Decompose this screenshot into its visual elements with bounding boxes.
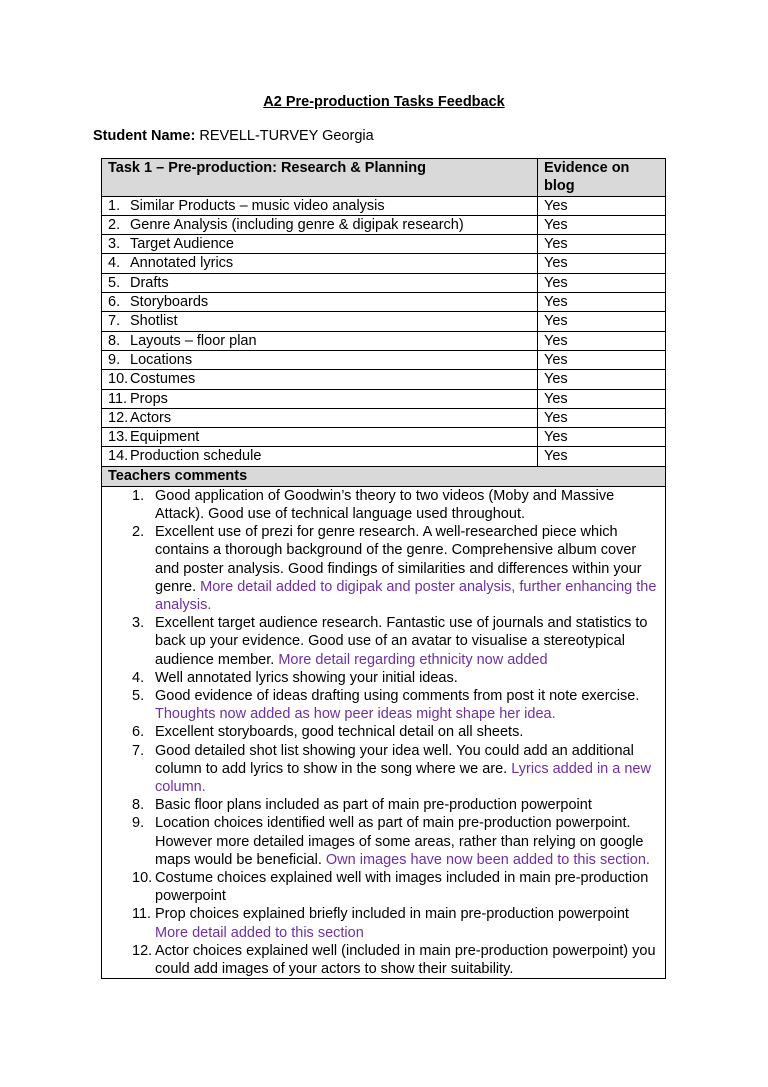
header-evidence-line-1: Evidence on <box>544 160 630 176</box>
comment-number: 10. <box>132 870 153 887</box>
header-evidence <box>538 159 666 197</box>
comment-number: 8. <box>132 797 145 814</box>
tasks-table <box>101 158 666 979</box>
table-row <box>102 273 666 292</box>
evidence-cell: Yes <box>538 293 666 312</box>
task-cell <box>102 370 538 389</box>
comment-number: 12. <box>132 942 153 959</box>
task-cell <box>102 273 538 292</box>
evidence-cell: Yes <box>538 447 666 466</box>
comment-added-text: More detail added to this section <box>155 924 364 941</box>
page-title: A2 Pre-production Tasks Feedback <box>263 94 505 110</box>
comment-text: Good application of Goodwin’s theory to two videos (Moby and Massive Attack). Good use of technical language used throughout. <box>155 487 615 522</box>
task-number: 14. <box>108 448 129 465</box>
comment-added-text: More detail added to digipak and poster analysis, further enhancing the analysis. <box>155 578 657 613</box>
comment-item <box>108 796 659 814</box>
comment-number: 11. <box>132 906 152 923</box>
comment-item <box>108 487 659 523</box>
task-name: Actors <box>130 409 172 426</box>
comments-header: Teachers comments <box>102 466 666 486</box>
comment-item <box>108 687 659 723</box>
task-number: 11. <box>108 390 128 407</box>
task-name: Drafts <box>130 274 169 291</box>
task-name: Shotlist <box>130 313 178 330</box>
task-cell <box>102 389 538 408</box>
task-number: 10. <box>108 371 129 388</box>
comment-item <box>108 614 659 669</box>
task-name: Similar Products – music video analysis <box>130 197 385 214</box>
comments-cell <box>102 486 666 978</box>
comment-added-text: Thoughts now added as how peer ideas might shape her idea. <box>155 706 556 723</box>
table-row <box>102 215 666 234</box>
comment-text: Costume choices explained well with images included in main pre-production powerpoint <box>155 870 649 905</box>
table-row <box>102 350 666 369</box>
comment-item <box>108 669 659 687</box>
evidence-cell: Yes <box>538 215 666 234</box>
task-name: Production schedule <box>130 448 262 465</box>
task-cell <box>102 215 538 234</box>
table-header-row <box>102 159 666 197</box>
task-name: Layouts – floor plan <box>130 332 257 349</box>
comment-number: 1. <box>132 487 145 504</box>
student-name-label: Student Name: <box>93 128 196 144</box>
comment-text: Basic floor plans included as part of main pre-production powerpoint <box>155 797 592 814</box>
evidence-cell: Yes <box>538 331 666 350</box>
table-row <box>102 331 666 350</box>
evidence-cell: Yes <box>538 350 666 369</box>
comment-text: Excellent storyboards, good technical detail on all sheets. <box>155 724 524 741</box>
comment-text: Well annotated lyrics showing your initial ideas. <box>155 669 458 686</box>
task-number: 8. <box>108 332 121 349</box>
evidence-cell: Yes <box>538 273 666 292</box>
student-name-value: REVELL-TURVEY Georgia <box>199 128 374 144</box>
task-cell <box>102 447 538 466</box>
task-name: Target Audience <box>130 236 234 253</box>
comment-added-text: More detail regarding ethnicity now added <box>278 651 548 668</box>
table-row <box>102 370 666 389</box>
task-number: 12. <box>108 409 129 426</box>
evidence-cell: Yes <box>538 254 666 273</box>
task-cell <box>102 254 538 273</box>
task-number: 4. <box>108 255 121 272</box>
task-number: 2. <box>108 216 121 233</box>
comment-item <box>108 869 659 905</box>
task-cell <box>102 331 538 350</box>
comments-header-row <box>102 466 666 486</box>
comment-number: 5. <box>132 687 145 704</box>
task-cell <box>102 428 538 447</box>
task-name: Costumes <box>130 371 196 388</box>
task-number: 1. <box>108 197 121 214</box>
evidence-cell: Yes <box>538 312 666 331</box>
table-row <box>102 389 666 408</box>
comment-text: Prop choices explained briefly included in main pre-production powerpoint <box>155 906 629 923</box>
comments-list <box>108 487 659 978</box>
task-cell <box>102 312 538 331</box>
evidence-cell: Yes <box>538 196 666 215</box>
comment-number: 3. <box>132 615 145 632</box>
comment-text: Excellent use of prezi for genre research. A well-researched piece which contains a thorough background of the genre. Comprehensive album cover and poster analysis. Good findings of similarities and differences within your genre. <box>155 524 642 595</box>
task-name: Props <box>130 390 168 407</box>
task-name: Annotated lyrics <box>130 255 234 272</box>
evidence-cell: Yes <box>538 235 666 254</box>
evidence-cell: Yes <box>538 389 666 408</box>
header-evidence-line-2: blog <box>544 178 575 195</box>
evidence-cell: Yes <box>538 428 666 447</box>
table-row <box>102 293 666 312</box>
table-row <box>102 196 666 215</box>
comment-number: 4. <box>132 669 145 686</box>
table-row <box>102 408 666 427</box>
task-name: Locations <box>130 351 193 368</box>
task-number: 9. <box>108 351 121 368</box>
table-row <box>102 254 666 273</box>
comment-text: Good detailed shot list showing your idea well. You could add an additional column to add lyrics to show in the song where we are. <box>155 742 634 777</box>
task-cell <box>102 408 538 427</box>
header-task: Task 1 – Pre-production: Research & Planning <box>102 159 538 197</box>
table-row <box>102 447 666 466</box>
comment-item <box>108 742 659 797</box>
task-name: Equipment <box>130 429 200 446</box>
task-number: 6. <box>108 294 121 311</box>
comment-added-text: Own images have now been added to this section. <box>325 851 650 868</box>
comment-number: 2. <box>132 524 145 541</box>
comments-row <box>102 486 666 978</box>
student-name-line <box>93 128 374 144</box>
task-number: 5. <box>108 274 121 291</box>
comment-text: Excellent target audience research. Fantastic use of journals and statistics to back up your evidence. Good use of an avatar to visualise a stereotypical audience member. <box>155 615 648 668</box>
table-row <box>102 428 666 447</box>
evidence-cell: Yes <box>538 408 666 427</box>
comment-item <box>108 723 659 741</box>
comment-added-text: Lyrics added in a new column. <box>155 760 651 795</box>
table-row <box>102 312 666 331</box>
comment-item <box>108 942 659 978</box>
task-name: Storyboards <box>130 294 209 311</box>
comment-text: Actor choices explained well (included in main pre-production powerpoint) you could add images of your actors to show their suitability. <box>155 942 656 978</box>
task-cell <box>102 350 538 369</box>
comment-text: Location choices identified well as part of main pre-production powerpoint. However more detailed images of some areas, rather than relying on google maps would be beneficial. <box>155 815 644 868</box>
comment-item <box>108 905 659 941</box>
task-name: Genre Analysis (including genre & digipak research) <box>130 216 464 233</box>
task-number: 7. <box>108 313 121 330</box>
comment-item <box>108 523 659 614</box>
task-cell <box>102 196 538 215</box>
task-number: 3. <box>108 236 121 253</box>
comment-item <box>108 814 659 869</box>
task-cell <box>102 293 538 312</box>
task-number: 13. <box>108 429 129 446</box>
evidence-cell: Yes <box>538 370 666 389</box>
comment-number: 7. <box>132 742 145 759</box>
task-cell <box>102 235 538 254</box>
comment-number: 6. <box>132 724 145 741</box>
table-row <box>102 235 666 254</box>
comment-number: 9. <box>132 815 145 832</box>
comment-text: Good evidence of ideas drafting using comments from post it note exercise. <box>155 687 640 704</box>
